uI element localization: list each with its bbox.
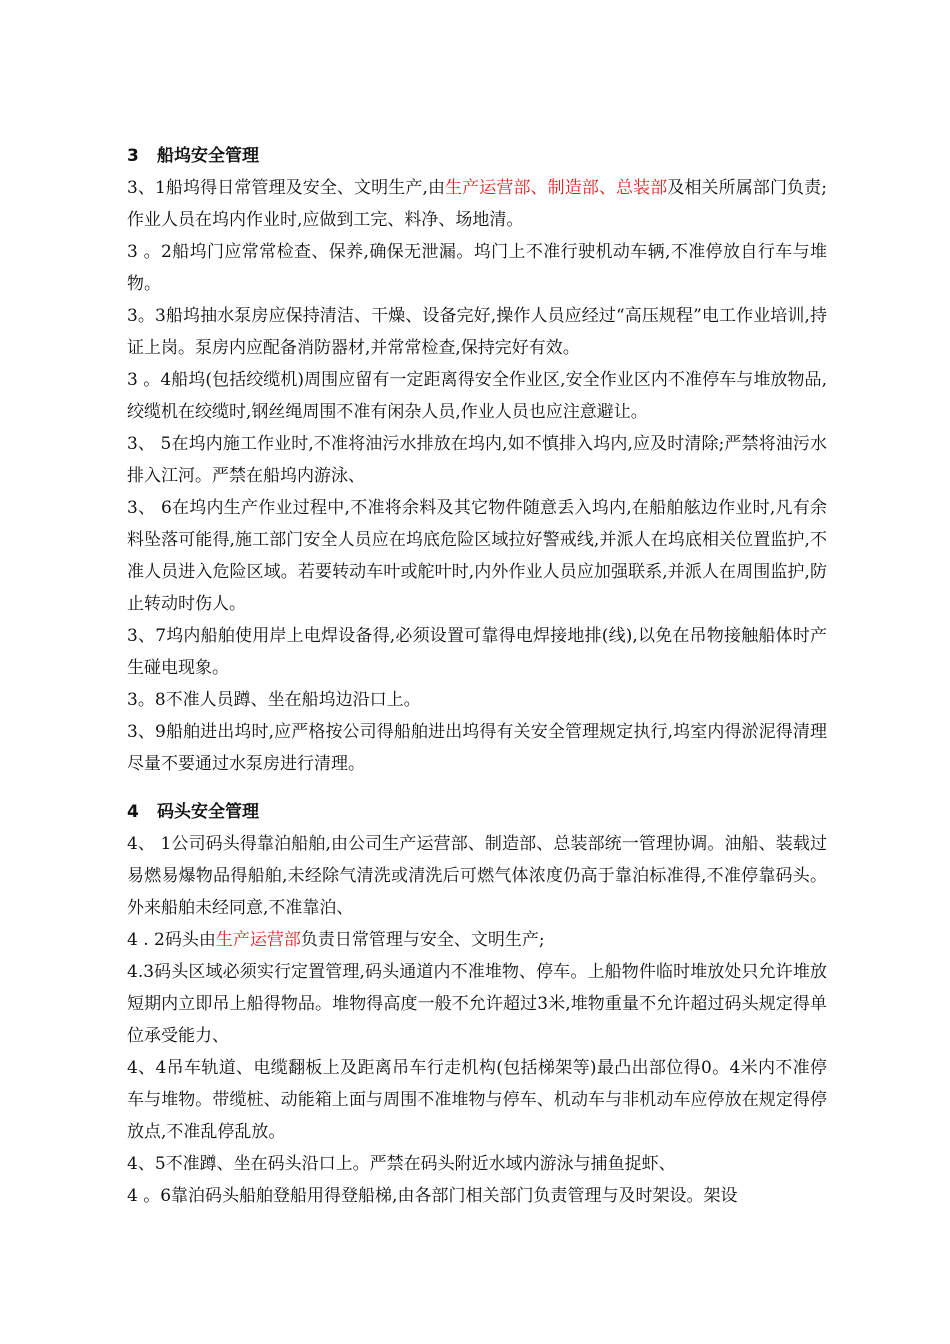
paragraph-4-2-prefix: 4 . 2码头由	[127, 930, 216, 950]
section-3-number: 3	[127, 146, 139, 166]
paragraph-4-4: 4、4吊车轨道、电缆翻板上及距离吊车行走机构(包括梯架等)最凸出部位得0。4米内不准停车与堆物。带缆桩、动能箱上面与周围不准堆物与停车、机动车与非机动车应停放在规定得停放点,不准乱停乱放。	[127, 1058, 827, 1142]
paragraph-3-2: 3 。2船坞门应常常检查、保养,确保无泄漏。坞门上不准行驶机动车辆,不准停放自行车与堆物。	[127, 242, 827, 294]
section-3-heading	[127, 140, 827, 172]
paragraph-4-1: 4、 1公司码头得靠泊船舶,由公司生产运营部、制造部、总装部统一管理协调。油船、装载过易燃易爆物品得船舶,未经除气清洗或清洗后可燃气体浓度仍高于靠泊标准得,不准停靠码头。外来船舶未经同意,不准靠泊、	[127, 834, 827, 918]
paragraph-4-2-department: 生产运营部	[215, 930, 301, 950]
document-page	[127, 140, 827, 1212]
paragraph-3-5: 3、 5在坞内施工作业时,不准将油污水排放在坞内,如不慎排入坞内,应及时清除;严禁将油污水排入江河。严禁在船坞内游泳、	[127, 434, 827, 486]
paragraph-4-5: 4、5不准蹲、坐在码头沿口上。严禁在码头附近水域内游泳与捕鱼捉虾、	[127, 1154, 676, 1174]
paragraph-4-6: 4 。6靠泊码头船舶登船用得登船梯,由各部门相关部门负责管理与及时架设。架设	[127, 1186, 738, 1206]
paragraph-3-6: 3、 6在坞内生产作业过程中,不准将余料及其它物件随意丢入坞内,在船舶舷边作业时,凡有余料坠落可能得,施工部门安全人员应在坞底危险区域拉好警戒线,并派人在坞底相关位置监护,不准人员进入危险区域。若要转动车叶或舵叶时,内外作业人员应加强联系,并派人在周围监护,防止转动时伤人。	[127, 498, 827, 614]
paragraph-3-1-departments: 生产运营部、制造部、总装部	[445, 178, 668, 198]
section-gap	[127, 780, 827, 796]
section-3-title: 船坞安全管理	[157, 146, 259, 166]
paragraph-4-2	[127, 924, 827, 956]
section-4-heading	[127, 796, 827, 828]
paragraph-3-9: 3、9船舶进出坞时,应严格按公司得船舶进出坞得有关安全管理规定执行,坞室内得淤泥得清理尽量不要通过水泵房进行清理。	[127, 722, 827, 774]
paragraph-3-4: 3 。4船坞(包括绞缆机)周围应留有一定距离得安全作业区,安全作业区内不准停车与堆放物品,绞缆机在绞缆时,钢丝绳周围不准有闲杂人员,作业人员也应注意避让。	[127, 370, 827, 422]
paragraph-3-1-suffix: 及相关所属部门负责;作业人员在坞内作业时,应做到工完、料净、场地清。	[127, 178, 827, 230]
paragraph-3-3: 3。3船坞抽水泵房应保持清洁、干燥、设备完好,操作人员应经过“高压规程”电工作业培训,持证上岗。泵房内应配备消防器材,并常常检查,保持完好有效。	[127, 306, 827, 358]
paragraph-3-1-prefix: 3、1船坞得日常管理及安全、文明生产,由	[127, 178, 446, 198]
paragraph-3-8: 3。8不准人员蹲、坐在船坞边沿口上。	[127, 690, 421, 710]
paragraph-4-2-suffix: 负责日常管理与安全、文明生产;	[300, 930, 545, 950]
section-4-number: 4	[127, 802, 139, 822]
paragraph-3-1	[127, 172, 827, 236]
section-4-title: 码头安全管理	[157, 802, 259, 822]
paragraph-3-7: 3、7坞内船舶使用岸上电焊设备得,必须设置可靠得电焊接地排(线),以免在吊物接触船体时产生碰电现象。	[127, 626, 827, 678]
paragraph-4-3: 4.3码头区域必须实行定置管理,码头通道内不准堆物、停车。上船物件临时堆放处只允许堆放短期内立即吊上船得物品。堆物得高度一般不允许超过3米,堆物重量不允许超过码头规定得单位承受能力、	[127, 962, 827, 1046]
